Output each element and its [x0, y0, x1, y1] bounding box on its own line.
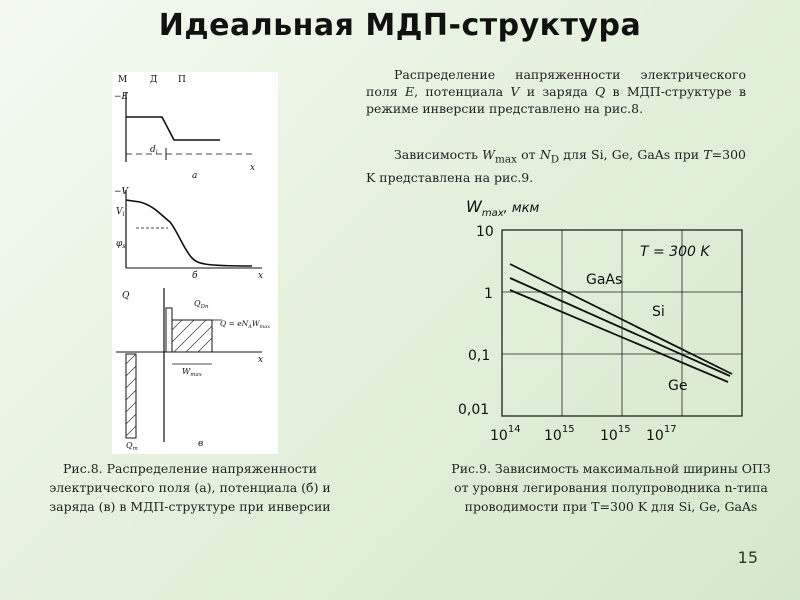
- figure-8-caption-line-1: Рис.8. Распределение напряженности: [62, 461, 317, 476]
- panel-a-axis-label: −E: [114, 92, 129, 102]
- symbol-q: Q: [594, 84, 606, 99]
- symbol-w: W: [482, 147, 495, 162]
- panel-c-qm-label: $Q_m$: [126, 441, 138, 452]
- panel-c-x-label: x: [258, 355, 264, 365]
- panel-b-vi-label: $V_i$: [116, 207, 125, 218]
- figure-9-caption-line-3: проводимости при T=300 K для Si, Ge, GaAs: [464, 499, 758, 514]
- page-number: 15: [737, 548, 758, 567]
- panel-a-x-label: x: [250, 163, 256, 173]
- figure-8-caption-line-3: заряда (в) в МДП-структуре при инверсии: [49, 499, 331, 514]
- paragraph-2-text-c: для Si, Ge, GaAs при: [559, 147, 704, 162]
- panel-c-letter: в: [198, 439, 204, 449]
- paragraph-distribution: [366, 66, 746, 117]
- x-tick-4: $10^{17}$: [646, 424, 677, 444]
- figure-9-caption-line-2: от уровня легирования полупроводника n-типа: [454, 480, 768, 495]
- symbol-n: N: [539, 147, 551, 162]
- panel-b-letter: б: [192, 271, 198, 281]
- figure-9-caption: [444, 459, 778, 516]
- layer-label-m: М: [118, 75, 128, 85]
- figure-9-y-title: $W_{max}^{, мкм}$: [466, 197, 540, 219]
- series-label-si: Si: [652, 304, 665, 320]
- symbol-n-sub: D: [550, 153, 560, 166]
- paragraph-1-text-b: , потенциала: [414, 84, 511, 99]
- figure-8-caption-line-2: электрического поля (а), потенциала (б) и: [49, 480, 331, 495]
- symbol-w-sub: max: [494, 153, 517, 166]
- panel-c-axis-label: Q: [122, 291, 130, 301]
- panel-c-qdn-label: $Q_{Dn}$: [194, 299, 209, 310]
- temperature-label: T = 300 K: [640, 244, 710, 260]
- figure-8-svg: [112, 72, 278, 454]
- panel-a-field-curve: [126, 117, 220, 140]
- figure-8-diagram: [112, 72, 278, 454]
- figure-9-caption-line-1: Рис.9. Зависимость максимальной ширины ОПЗ: [451, 461, 771, 476]
- y-tick-10: 10: [476, 224, 494, 240]
- paragraph-1-text-d: в МДП-структуре в режиме инверсии представлено на рис.8.: [366, 84, 746, 116]
- paragraph-2-text-d: =300 K представлена на рис.9.: [366, 147, 746, 185]
- panel-c-inversion-charge: [166, 308, 172, 352]
- figure-9-svg: [440, 190, 770, 450]
- paragraph-dependence: [366, 146, 746, 186]
- y-tick-0-01: 0,01: [458, 402, 490, 418]
- x-tick-2: $10^{15}$: [544, 424, 575, 444]
- slide-title: Идеальная МДП-структура: [158, 8, 642, 43]
- series-label-gaas: GaAs: [586, 272, 623, 288]
- paragraph-1-text-c: и заряда: [519, 84, 595, 99]
- series-line-ge: [510, 290, 728, 382]
- paragraph-1-text-a: Распределение напряженности электрического поля: [366, 67, 746, 99]
- panel-b-potential-curve: [126, 200, 252, 266]
- paragraph-2-text-a: Зависимость: [394, 147, 483, 162]
- panel-b-axis-label: −V: [114, 187, 129, 197]
- symbol-v: V: [510, 84, 520, 99]
- figure-8-caption: [20, 459, 360, 516]
- panel-b-x-label: x: [258, 271, 264, 281]
- panel-a-width-label: $d_i$: [150, 145, 158, 156]
- y-tick-1: 1: [484, 286, 493, 302]
- panel-c-wmax-label: $W_{max}$: [182, 367, 202, 378]
- symbol-e: E: [404, 84, 415, 99]
- series-label-ge: Ge: [668, 378, 688, 394]
- panel-a-letter: а: [192, 171, 198, 181]
- x-tick-3: $10^{15}$: [600, 424, 631, 444]
- y-tick-0-1: 0,1: [468, 348, 491, 364]
- paragraph-2-text-b: от: [516, 147, 540, 162]
- panel-c-metal-charge: [126, 354, 136, 438]
- x-tick-1: $10^{14}$: [490, 424, 521, 444]
- panel-b-phi-label: $\varphi_s$: [116, 239, 126, 250]
- layer-label-d: Д: [150, 75, 158, 85]
- series-line-si: [510, 278, 730, 376]
- symbol-t: T: [703, 147, 712, 162]
- layer-label-p: П: [178, 75, 186, 85]
- panel-c-q-equation: $Q = eN_AW_{max}$: [220, 319, 271, 330]
- figure-9-plot: [440, 190, 770, 450]
